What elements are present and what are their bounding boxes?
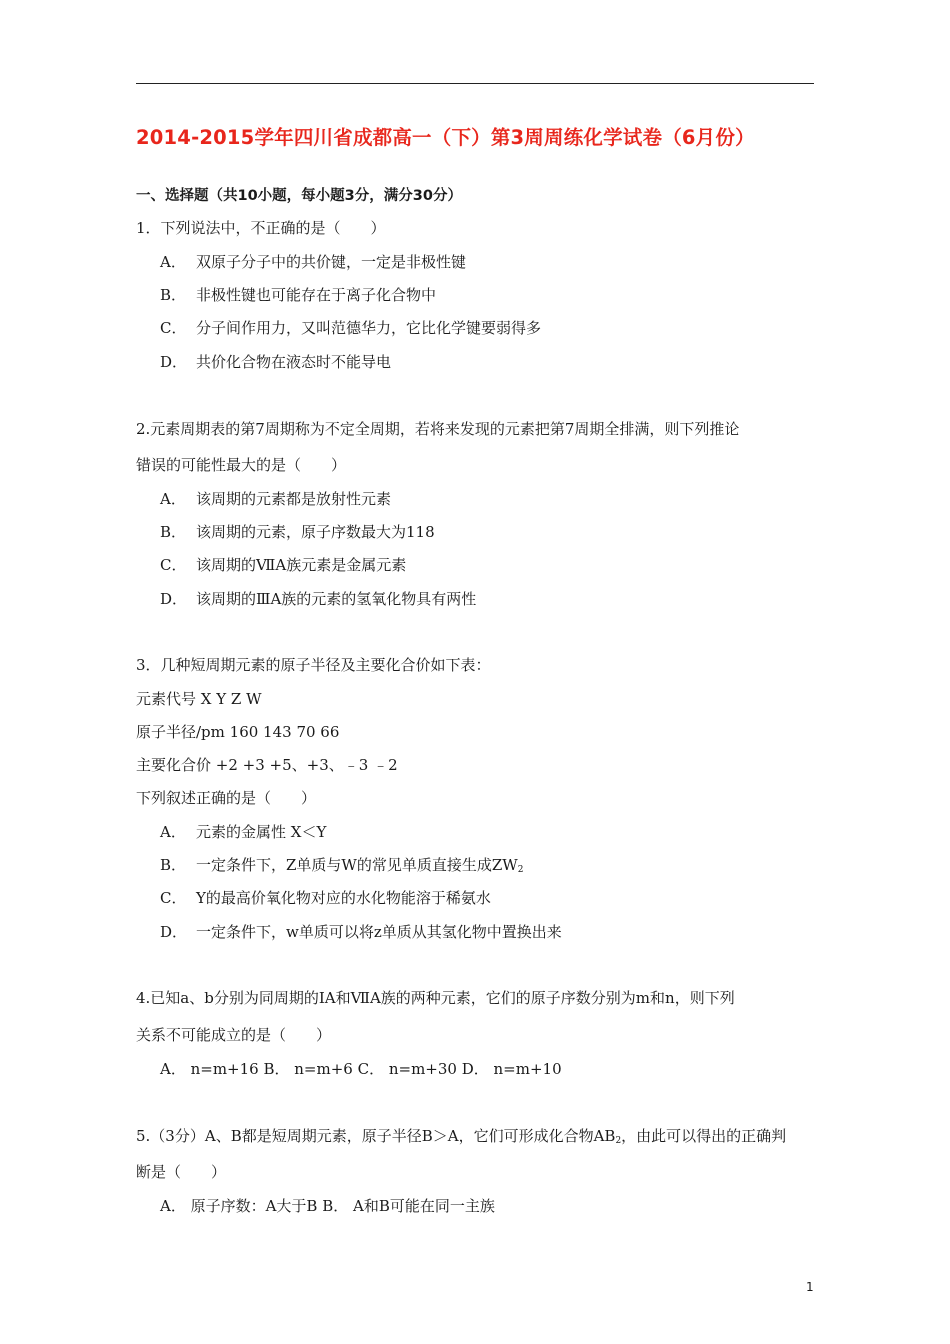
- q3-option-d: D． 一定条件下，w单质可以将z单质从其氢化物中置换出来: [160, 923, 562, 941]
- q1-option-d: D． 共价化合物在液态时不能导电: [160, 353, 392, 371]
- q2-option-c: C． 该周期的ⅦA族元素是金属元素: [160, 556, 407, 574]
- q4-options: A． n=m+16 B． n=m+6 C． n=m+30 D． n=m+10: [160, 1060, 562, 1078]
- q5-options: A． 原子序数：A大于B B． A和B可能在同一主族: [160, 1197, 495, 1215]
- q4-stem-line1: 4.已知a、b分别为同周期的ⅠA和ⅦA族的两种元素，它们的原子序数分别为m和n，则下列: [136, 989, 735, 1007]
- q2-option-d: D． 该周期的ⅢA族的元素的氢氧化物具有两性: [160, 590, 477, 608]
- q1-option-c: C． 分子间作用力，又叫范德华力，它比化学键要弱得多: [160, 319, 542, 337]
- q2-stem-line1: 2.元素周期表的第7周期称为不定全周期，若将来发现的元素把第7周期全排满，则下列推论: [136, 420, 740, 438]
- q3-option-b: B． 一定条件下，Z单质与W的常见单质直接生成$ZW_2$: [160, 856, 524, 875]
- q3-table-row-radius: 原子半径/pm 160 143 70 66: [136, 723, 340, 741]
- q2-stem-line2: 错误的可能性最大的是（ ）: [136, 456, 347, 474]
- q5-stem-line2: 断是（ ）: [136, 1163, 227, 1181]
- q2-option-a: A． 该周期的元素都是放射性元素: [160, 490, 392, 508]
- q2-option-b: B． 该周期的元素，原子序数最大为118: [160, 523, 435, 541]
- q5-stem-line1: 5.（3分）A、B都是短周期元素，原子半径B＞A，它们可形成化合物$AB_2$，由此可以得出的正确判: [136, 1127, 787, 1146]
- q1-stem: 1．下列说法中，不正确的是（ ）: [136, 219, 386, 237]
- q3-table-row-symbols: 元素代号 X Y Z W: [136, 690, 262, 708]
- page-title: 2014-2015学年四川省成都高一（下）第3周周练化学试卷（6月份）: [136, 126, 755, 149]
- section-heading: 一、选择题（共10小题，每小题3分，满分30分）: [136, 188, 462, 204]
- q4-stem-line2: 关系不可能成立的是（ ）: [136, 1026, 332, 1044]
- q1-option-b: B． 非极性键也可能存在于离子化合物中: [160, 286, 437, 304]
- page-number: 1: [806, 1280, 814, 1294]
- q3-table-row-valence: 主要化合价 +2 +3 +5、+3、﹣3 ﹣2: [136, 756, 398, 774]
- q3-option-a: A． 元素的金属性 X＜Y: [160, 823, 327, 841]
- q3-option-c: C． Y的最高价氧化物对应的水化物能溶于稀氨水: [160, 889, 491, 907]
- q1-option-a: A． 双原子分子中的共价键，一定是非极性键: [160, 253, 467, 271]
- q3-stem: 3．几种短周期元素的原子半径及主要化合价如下表：: [136, 656, 491, 674]
- q3-question: 下列叙述正确的是（ ）: [136, 789, 317, 807]
- header-rule: [136, 83, 814, 84]
